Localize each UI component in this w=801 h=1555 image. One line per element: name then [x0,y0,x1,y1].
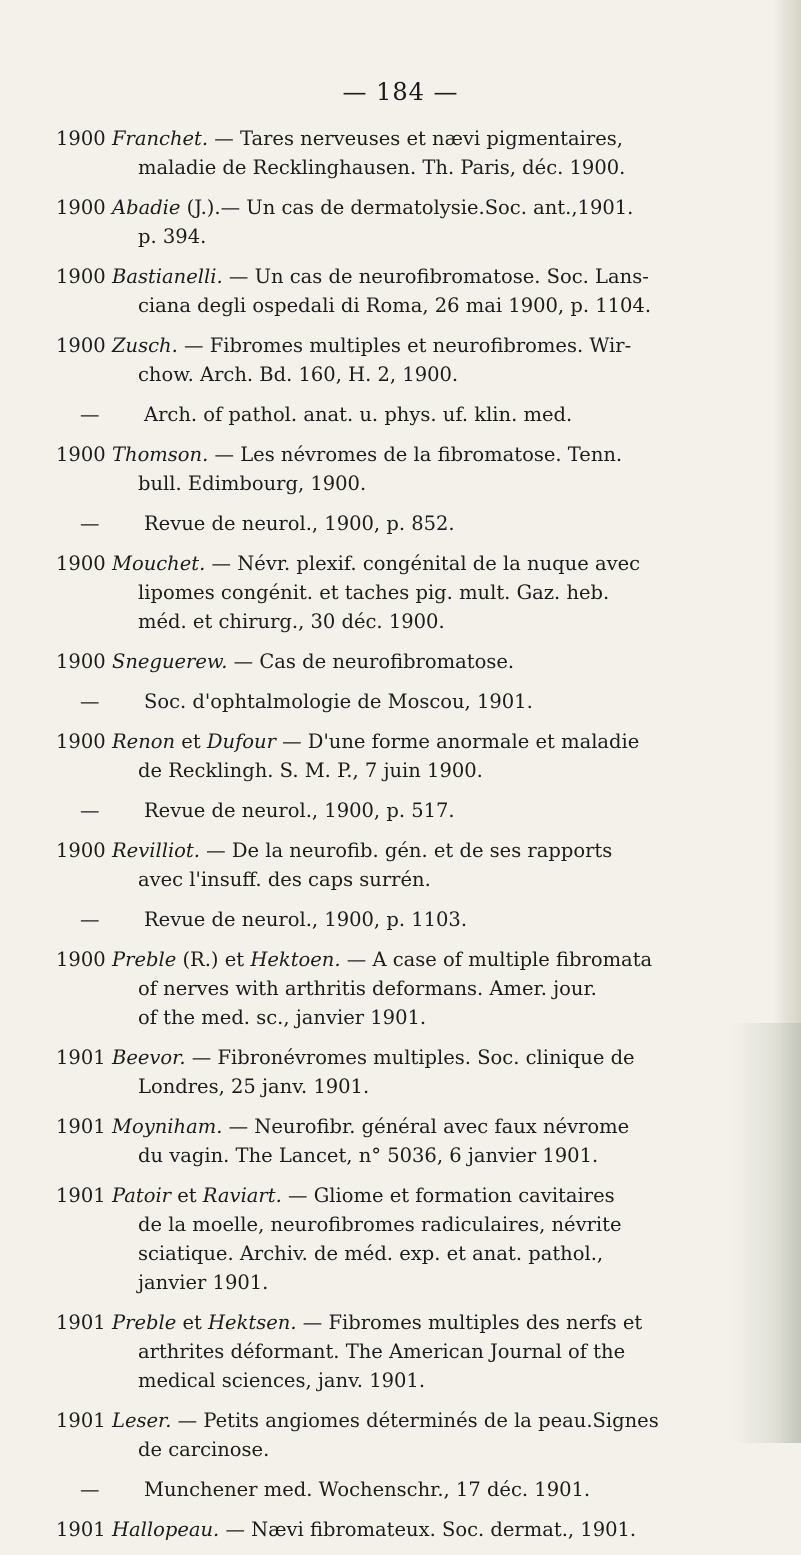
entry-text: Munchener med. Wochenschr., 17 déc. 1901. [144,1478,591,1501]
entry-year: 1900 [56,839,106,862]
page-number: — 184 — [342,78,459,106]
bib-entry [56,262,776,320]
entry-year: 1901 [56,1046,106,1069]
entry-year: 1900 [56,443,106,466]
ditto-dash: — [80,690,100,713]
entry-text: — Névr. plexif. congénital de la nuque avec [205,552,641,575]
entry-author: Preble [112,948,177,971]
entry-continuation: medical sciences, janv. 1901. [138,1369,426,1392]
entry-continuation: bull. Edimbourg, 1900. [138,472,367,495]
bib-entry [56,727,776,785]
entry-text: Revue de neurol., 1900, p. 517. [144,799,455,822]
entry-coauthor: Hektoen. [250,948,341,971]
entry-continuation: arthrites déformant. The American Journal of the [138,1340,626,1363]
bib-entry [56,124,776,182]
entry-continuation: Londres, 25 janv. 1901. [138,1075,370,1098]
entry-author: Zusch. [112,334,178,357]
bib-sub-entry [56,905,776,934]
bib-entry [56,1515,776,1544]
entry-text: — Fibromes multiples des nerfs et [296,1311,643,1334]
entry-connector: et [171,1184,203,1207]
bib-sub-entry [56,400,776,429]
entry-continuation: of nerves with arthritis deformans. Amer. jour. [138,977,597,1000]
entry-year: 1901 [56,1311,106,1334]
entry-year: 1900 [56,730,106,753]
entry-continuation: lipomes congénit. et taches pig. mult. Gaz. heb. [138,581,610,604]
entry-continuation: du vagin. The Lancet, n° 5036, 6 janvier 1901. [138,1144,599,1167]
bib-entry [56,647,776,676]
ditto-dash: — [80,908,100,931]
entry-author: Franchet. [112,127,209,150]
bib-sub-entry [56,687,776,716]
entry-year: 1900 [56,552,106,575]
entry-text: — Gliome et formation cavitaires [281,1184,615,1207]
entry-author: Bastianelli. [112,265,223,288]
entry-text: Revue de neurol., 1900, p. 852. [144,512,455,535]
entry-text: — Petits angiomes déterminés de la peau.Signes [171,1409,659,1432]
entry-continuation: de Recklingh. S. M. P., 7 juin 1900. [138,759,483,782]
entry-continuation: chow. Arch. Bd. 160, H. 2, 1900. [138,363,459,386]
entry-author: Renon [112,730,176,753]
entry-year: 1900 [56,334,106,357]
entry-author: Abadie [112,196,181,219]
entry-text: — Tares nerveuses et nævi pigmentaires, [208,127,623,150]
entry-connector: (R.) et [176,948,251,971]
entry-continuation: maladie de Recklinghausen. Th. Paris, déc. 1900. [138,156,626,179]
entry-continuation: janvier 1901. [138,1271,269,1294]
entry-coauthor: Hektsen. [208,1311,297,1334]
bib-entry [56,1308,776,1395]
entry-author: Sneguerew. [112,650,228,673]
entry-text: Revue de neurol., 1900, p. 1103. [144,908,468,931]
entry-continuation: méd. et chirurg., 30 déc. 1900. [138,610,445,633]
entry-text: Soc. d'ophtalmologie de Moscou, 1901. [144,690,533,713]
entry-year: 1900 [56,265,106,288]
bib-entry [56,945,776,1032]
entry-year: 1901 [56,1409,106,1432]
entry-year: 1900 [56,948,106,971]
entry-text: — Fibromes multiples et neurofibromes. Wir- [177,334,632,357]
entry-author: Leser. [112,1409,172,1432]
bib-entry [56,331,776,389]
entry-text: — A case of multiple fibromata [340,948,653,971]
entry-author: Hallopeau. [112,1518,220,1541]
entry-continuation: de la moelle, neurofibromes radiculaires, névrite [138,1213,622,1236]
bib-entry [56,1181,776,1297]
entry-year: 1901 [56,1115,106,1138]
entry-continuation: ciana degli ospedali di Roma, 26 mai 1900, p. 1104. [138,294,652,317]
entry-text: — Neurofibr. général avec faux névrome [222,1115,630,1138]
bib-sub-entry [56,796,776,825]
bib-entry [56,440,776,498]
bib-entry [56,1406,776,1464]
bib-sub-entry [56,509,776,538]
entry-text: — Les névromes de la fibromatose. Tenn. [208,443,623,466]
entry-year: 1900 [56,196,106,219]
entry-continuation: avec l'insuff. des caps surrén. [138,868,431,891]
entry-text: — De la neurofib. gén. et de ses rapports [199,839,613,862]
entry-year: 1901 [56,1518,106,1541]
entry-continuation: of the med. sc., janvier 1901. [138,1006,427,1029]
entry-text: — D'une forme anormale et maladie [275,730,640,753]
entry-text: — Fibronévromes multiples. Soc. clinique de [185,1046,635,1069]
bib-entry [56,836,776,894]
ditto-dash: — [80,799,100,822]
entry-text: Arch. of pathol. anat. u. phys. uf. klin. med. [144,403,573,426]
entry-connector: et [176,1311,209,1334]
entry-text: — Nævi fibromateux. Soc. dermat., 1901. [219,1518,637,1541]
bib-entry [56,1112,776,1170]
entry-text: — Un cas de neurofibromatose. Soc. Lans- [222,265,649,288]
entry-continuation: p. 394. [138,225,207,248]
entry-coauthor: Raviart. [202,1184,282,1207]
entry-author: Moyniham. [112,1115,223,1138]
entry-author: Revilliot. [112,839,200,862]
entry-coauthor: Dufour [206,730,276,753]
entry-author: Thomson. [112,443,209,466]
bib-entry [56,549,776,636]
bib-entry [56,193,776,251]
entry-author: Patoir [112,1184,172,1207]
ditto-dash: — [80,1478,100,1501]
entry-author: Beevor. [112,1046,186,1069]
entry-year: 1900 [56,127,106,150]
entry-year: 1901 [56,1184,106,1207]
entry-continuation: de carcinose. [138,1438,270,1461]
ditto-dash: — [80,403,100,426]
entry-year: 1900 [56,650,106,673]
bibliography-list [56,124,776,1555]
entry-connector: et [175,730,207,753]
entry-text: — Cas de neurofibromatose. [227,650,515,673]
entry-continuation: sciatique. Archiv. de méd. exp. et anat. pathol., [138,1242,604,1265]
bib-entry [56,1043,776,1101]
bib-sub-entry [56,1475,776,1504]
entry-text: (J.).— Un cas de dermatolysie.Soc. ant.,1901. [180,196,634,219]
entry-author: Preble [112,1311,177,1334]
entry-author: Mouchet. [112,552,206,575]
ditto-dash: — [80,512,100,535]
